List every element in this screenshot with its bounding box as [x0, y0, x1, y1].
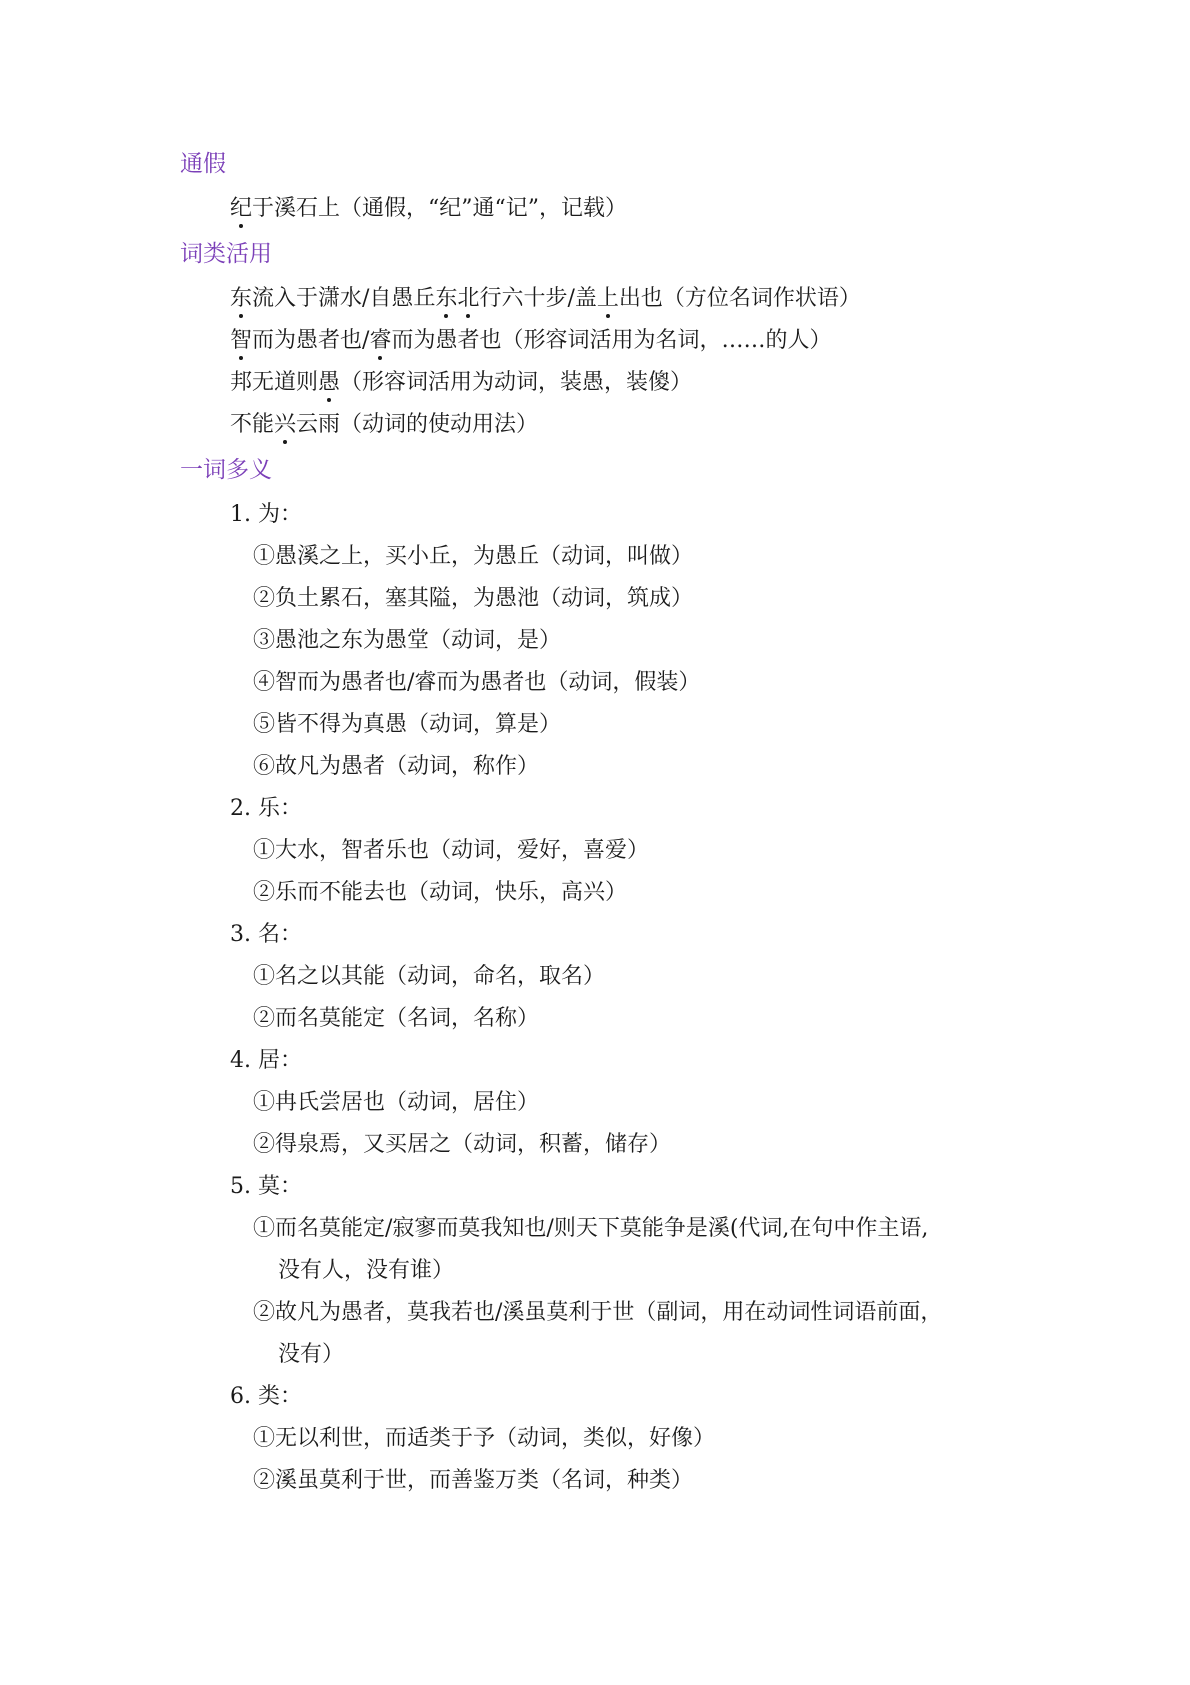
- group-title-mo: 5. 莫：: [230, 1174, 302, 1199]
- emphasis-char: 东: [435, 278, 457, 320]
- list-item-first-line: ①而名莫能定/寂寥而莫我知也/则天下莫能争是溪(代词,在句中作主语,: [253, 1216, 929, 1241]
- group-title-wei: 1. 为：: [230, 502, 302, 527]
- list-item-continuation: 没有）: [278, 1342, 345, 1367]
- text-segment: （形容词活用为动词，装愚，装傻）: [340, 370, 693, 395]
- list-item: ②溪虽莫利于世，而善鉴万类（名词，种类）: [253, 1468, 694, 1493]
- cilei-line-4: [180, 404, 1040, 446]
- text-segment: 流入于潇水/自愚丘: [252, 286, 436, 311]
- list-item: ①名之以其能（动词，命名，取名）: [253, 964, 606, 989]
- text-segment: 不能: [230, 412, 275, 437]
- list-item: ①大水，智者乐也（动词，爱好，喜爱）: [253, 838, 650, 863]
- list-item: ⑥故凡为愚者（动词，称作）: [253, 754, 540, 779]
- text-segment: 而为愚者也/: [252, 328, 370, 353]
- list-item: ①无以利世，而适类于予（动词，类似，好像）: [253, 1426, 716, 1451]
- text-segment: 云雨（动词的使动用法）: [296, 412, 539, 437]
- emphasis-char: 兴: [274, 404, 296, 446]
- text-segment: 于溪石上（通假，“纪”通“记”，记载）: [252, 196, 628, 221]
- list-item: ①冉氏尝居也（动词，居住）: [253, 1090, 540, 1115]
- text-segment: 出也（方位名词作状语）: [618, 286, 861, 311]
- emphasis-char: 纪: [230, 188, 252, 230]
- emphasis-char: 北: [457, 278, 479, 320]
- emphasis-char: 上: [597, 278, 619, 320]
- list-item-continuation: 没有人，没有谁）: [278, 1258, 455, 1283]
- text-segment: 邦无道则: [230, 370, 319, 395]
- emphasis-char: 东: [230, 278, 252, 320]
- list-item: ③愚池之东为愚堂（动词，是）: [253, 628, 562, 653]
- list-item: ①愚溪之上，买小丘，为愚丘（动词，叫做）: [253, 544, 694, 569]
- group-title-le: 2. 乐：: [230, 796, 302, 821]
- text-segment: 行六十步/盖: [479, 286, 597, 311]
- heading-cilei: 词类活用: [180, 241, 272, 267]
- list-item-wrapped: [180, 1208, 1040, 1292]
- group-title-ju: 4. 居：: [230, 1048, 302, 1073]
- group-title-lei: 6. 类：: [230, 1384, 302, 1409]
- list-item: ②而名莫能定（名词，名称）: [253, 1006, 540, 1031]
- emphasis-char: 智: [230, 320, 252, 362]
- document-content: [180, 146, 1040, 1502]
- tongjia-line-1: [180, 188, 1040, 230]
- heading-duoyi: 一词多义: [180, 457, 272, 483]
- list-item: ②负土累石，塞其隘，为愚池（动词，筑成）: [253, 586, 694, 611]
- group-title-ming: 3. 名：: [230, 922, 302, 947]
- heading-tongjia: 通假: [180, 151, 226, 177]
- list-item: ⑤皆不得为真愚（动词，算是）: [253, 712, 562, 737]
- cilei-line-2: [180, 320, 1040, 362]
- emphasis-char: 睿: [369, 320, 391, 362]
- list-item: ②乐而不能去也（动词，快乐，高兴）: [253, 880, 628, 905]
- list-item-first-line: ②故凡为愚者，莫我若也/溪虽莫利于世（副词，用在动词性词语前面，: [253, 1300, 943, 1325]
- list-item: ④智而为愚者也/睿而为愚者也（动词，假装）: [253, 670, 701, 695]
- list-item-wrapped: [180, 1292, 1040, 1376]
- cilei-line-1: [180, 278, 1040, 320]
- cilei-line-3: [180, 362, 1040, 404]
- emphasis-char: 愚: [318, 362, 340, 404]
- text-segment: 而为愚者也（形容词活用为名词，……的人）: [391, 328, 832, 353]
- list-item: ②得泉焉，又买居之（动词，积蓄，储存）: [253, 1132, 672, 1157]
